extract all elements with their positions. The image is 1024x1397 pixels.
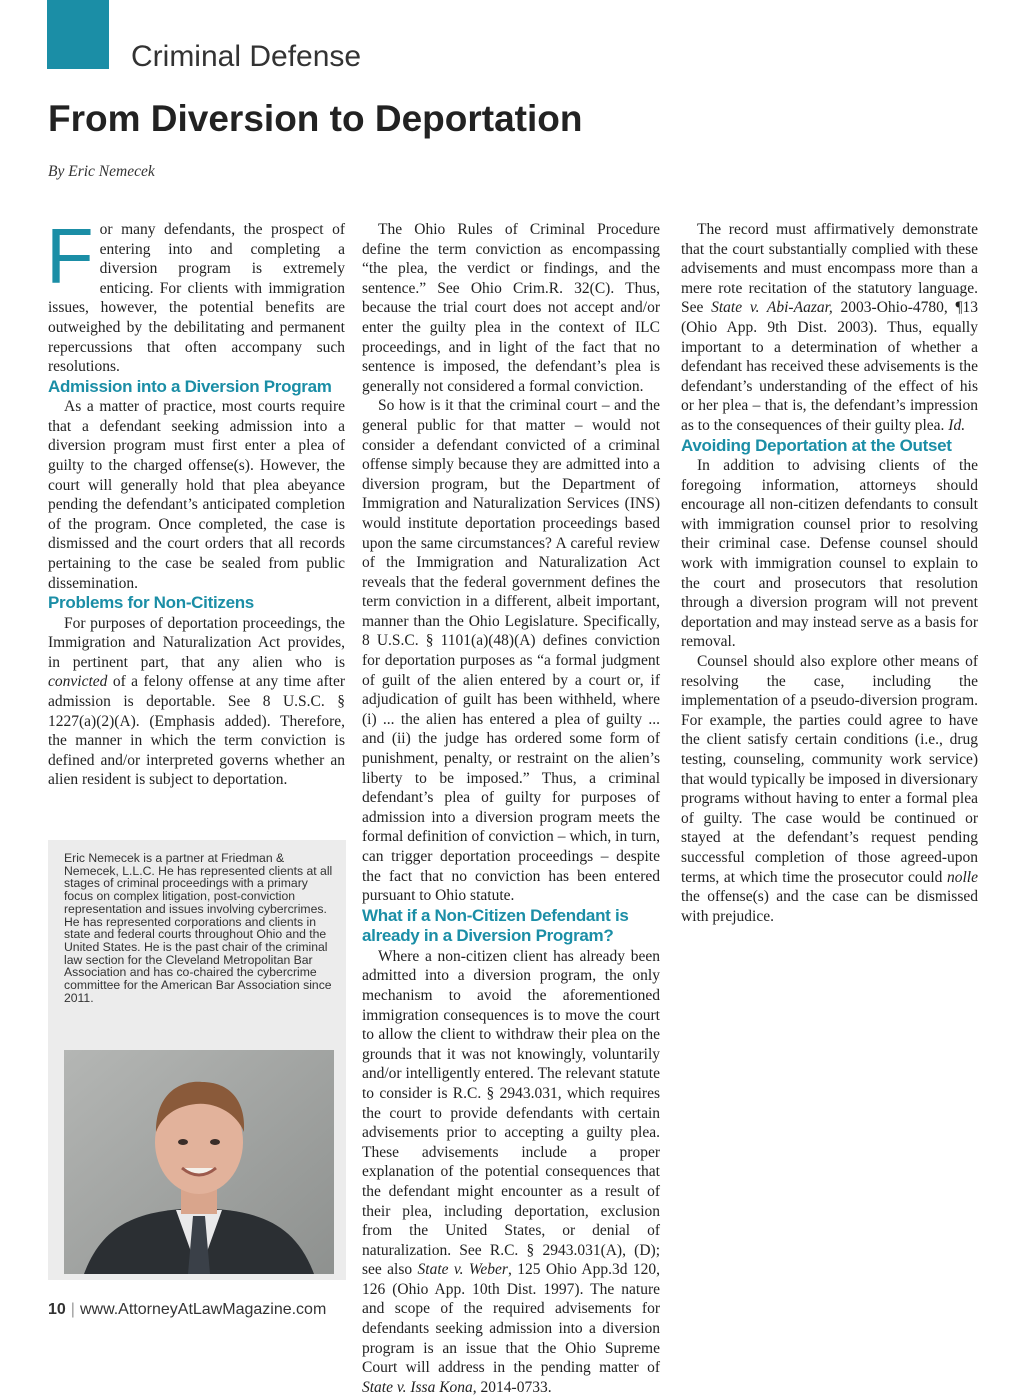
paragraph: For purposes of deportation proceedings, the Immigration and Naturalization Act provides, in pertinent part, that any alien who is convicted of a felony offense at any time after admission is deportable. See 8 U.S.C. § 1227(a)(2)(A). (Emphasis added). Therefore, the manner in which the term conviction is defined and/or interpreted governs whether an alien resident is subject to deportation.	[48, 614, 345, 789]
byline: By Eric Nemecek	[48, 163, 155, 180]
paragraph: The Ohio Rules of Criminal Procedure define the term conviction as encompassing “the plea, the verdict or findings, and the sentence.” See Ohio Crim.R. 32(C). Thus, because the trial court does not accept and/or enter the guilty plea in the context of ILC proceedings, and in light of the fact that no sentence is imposed, the defendant’s plea is generally not considered a formal conviction.	[362, 221, 660, 395]
paragraph: So how is it that the criminal court – and the general public for that matter – would not consider a defendant convicted of a criminal offense simply because they are admitted into a diversion program, but the Department of Immigration and Naturalization Services (INS) would institute deportation proceedings based upon the same circumstances? A careful review of the Immigration and Naturalization Act reveals that the federal government defines the term conviction in a different, albeit important, manner than the Ohio Legislature. Specifically, 8 U.S.C. § 1101(a)(48)(A) defines conviction for deportation purposes as “a formal judgment of guilt of the alien entered by a court or, if adjudication of guilt has been withheld, where (i) ... the alien has entered a plea of guilty ... and (ii) the judge has ordered some form of punishment, penalty, or restraint on the alien’s liberty to be imposed.” Thus, a criminal defendant’s plea of guilty for purposes of admission into a diversion program meets the formal definition of conviction – which, in turn, can trigger deportation proceedings – despite the fact that no conviction has been entered pursuant to Ohio statute.	[362, 397, 660, 905]
author-bio-box	[48, 840, 346, 1280]
article-title: From Diversion to Deportation	[48, 98, 583, 139]
author-bio: Eric Nemecek is a partner at Friedman & Nemecek, L.L.C. He has represented clients at all stages of criminal proceedings with a primary focus on complex litigation, post-conviction representation and issues involving cybercrimes. He has represented corporations and clients in state and federal courts throughout Ohio and the United States. He is the past chair of the criminal law section for the Cleveland Metropolitan Bar Association and has co-chaired the cybercrime committee for the American Bar Association since 2011.	[64, 851, 333, 1005]
drop-cap: F	[46, 212, 94, 300]
paragraph: In addition to advising clients of the foregoing information, attorneys should encourage all non-citizen defendants to consult with immigration counsel prior to resolving their criminal case. Defense counsel should work with immigration counsel to explain to the court and prosecutors that resolution through a diversion program will not prevent deportation and may instead serve as a basis for removal.	[681, 457, 978, 651]
website-url: www.AttorneyAtLawMagazine.com	[79, 1301, 327, 1318]
section-color-tab	[47, 0, 109, 69]
paragraph: Where a non-citizen client has already been admitted into a diversion program, the only mechanism to avoid the aforementioned immigration consequences is to move the court to allow the client to withdraw their plea on the grounds that it was not knowingly, voluntarily and/or intelligently entered. The relevant statute to consider is R.C. § 2943.031, which requires the court to provide defendants with certain advisements prior to accepting a guilty plea. These advisements include a proper explanation of the potential consequences that the defendant might encounter as a result of their plea, including deportation, exclusion from the United States, or denial of naturalization. See R.C. § 2943.031(A), (D); see also State v. Weber, 125 Ohio App.3d 120, 126 (Ohio App. 10th Dist. 1997). The nature and scope of the required advisements for defendants seeking admission into a diversion program is an issue that the Ohio Supreme Court will address in the pending matter of State v. Issa Kona, 2014-0733.	[362, 947, 660, 1396]
paragraph: The record must affirmatively demonstrate that the court substantially complied with these advisements and must encompass more than a mere rote recitation of the statutory language. See State v. Abi-Aazar, 2003-Ohio-4780, ¶13 (Ohio App. 9th Dist. 2003). Thus, equally important to a determination of whether a defendant has received these advisements is the defendant’s understanding of the effect of his or her plea – that is, the defendant’s impression as to the consequences of their guilty plea. Id.	[681, 221, 978, 434]
footer-separator: |	[70, 1301, 75, 1318]
heading-avoiding: Avoiding Deportation at the Outset	[681, 435, 952, 455]
intro-paragraph: For many defendants, the prospect of entering into and completing a diversion program is extremely enticing. For clients with immigration issues, however, the potential benefits are outweighed by the debilitating and permanent repercussions that often accompany such resolutions.	[46, 212, 345, 376]
column-3	[681, 220, 978, 926]
page-number: 10	[48, 1301, 66, 1318]
page-footer	[48, 1301, 326, 1319]
author-photo	[64, 1050, 334, 1274]
heading-already-in-program: What if a Non-Citizen Defendant is already in a Diversion Program?	[362, 905, 629, 946]
paragraph: Counsel should also explore other means of resolving the case, including the implementation of a pseudo-diversion program. For example, the parties could agree to have the client satisfy certain conditions (i.e., drug testing, counseling, community work service) that would typically be imposed in diversionary programs without having to enter a formal plea of guilty. The case would be continued or stayed at the defendant’s request pending successful completion of those agreed-upon terms, at which time the prosecutor could nolle the offense(s) and the case can be dismissed with prejudice.	[681, 652, 978, 925]
column-1	[46, 212, 345, 790]
paragraph: As a matter of practice, most courts require that a defendant seeking admission into a diversion program must first enter a plea of guilty to the charged offense(s). However, the court will generally hold that plea abeyance pending the defendant’s anticipated completion of the program. Once completed, the case is dismissed and the court orders that all records pertaining to the case be sealed from public dissemination.	[48, 398, 345, 592]
heading-problems: Problems for Non-Citizens	[48, 593, 254, 613]
heading-admission: Admission into a Diversion Program	[48, 376, 332, 396]
column-2	[362, 220, 660, 1397]
section-label: Criminal Defense	[131, 40, 362, 73]
